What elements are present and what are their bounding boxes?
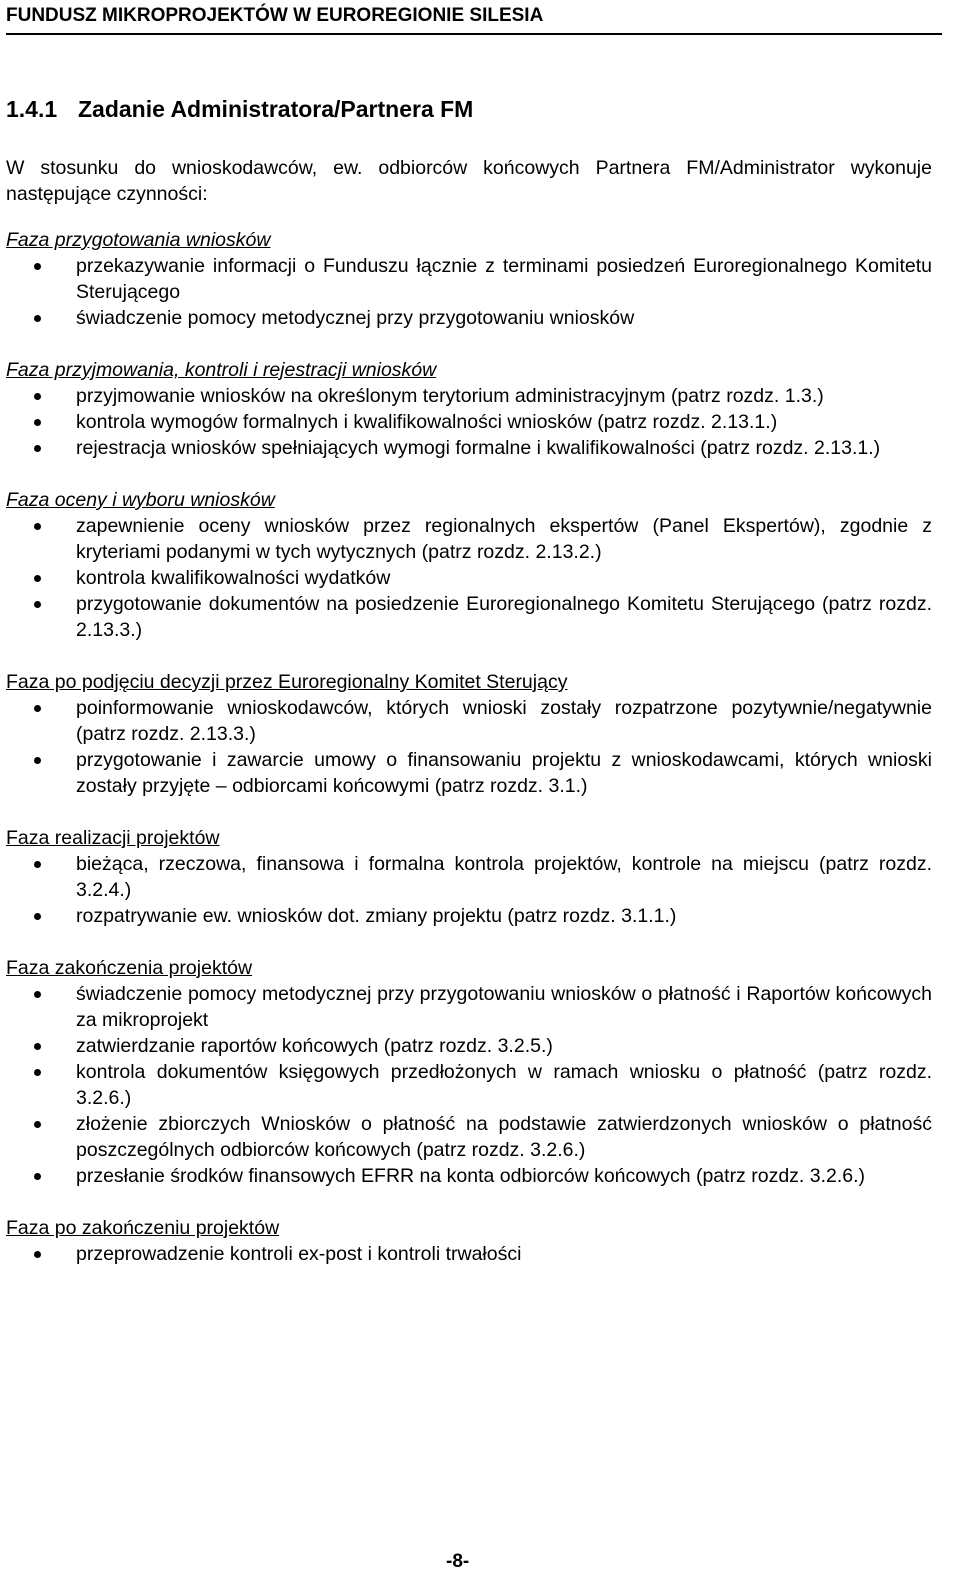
list-item	[6, 383, 932, 409]
list-item-text: przygotowanie dokumentów na posiedzenie Euroregionalnego Komitetu Sterującego (patrz rozdz. 2.13.3.)	[76, 593, 932, 641]
bullet-icon	[34, 913, 41, 920]
bullet-icon	[34, 393, 41, 400]
document-body	[6, 155, 932, 1267]
list-item	[6, 1111, 932, 1163]
bullet-icon	[34, 523, 41, 530]
phase-after-completion	[6, 1215, 932, 1267]
list-item-text: przyjmowanie wniosków na określonym terytorium administracyjnym (patrz rozdz. 1.3.)	[76, 385, 824, 407]
bullet-icon	[34, 445, 41, 452]
phase-preparation	[6, 227, 932, 331]
document-page	[6, 0, 944, 1593]
section-title: Zadanie Administratora/Partnera FM	[78, 96, 474, 122]
bullet-icon	[34, 601, 41, 608]
list-item	[6, 565, 932, 591]
phase-completion	[6, 955, 932, 1189]
list-item	[6, 747, 932, 799]
bullet-icon	[34, 757, 41, 764]
list-item	[6, 1163, 932, 1189]
phase-item-list	[6, 981, 932, 1189]
list-item-text: złożenie zbiorczych Wniosków o płatność na podstawie zatwierdzonych wniosków o płatność poszczególnych odbiorców końcowych (patrz rozdz. 3.2.6.)	[76, 1113, 932, 1161]
bullet-icon	[34, 861, 41, 868]
bullet-icon	[34, 1069, 41, 1076]
list-item-text: kontrola wymogów formalnych i kwalifikowalności wniosków (patrz rozdz. 2.13.1.)	[76, 411, 778, 433]
bullet-icon	[34, 315, 41, 322]
phase-title: Faza zakończenia projektów	[6, 957, 253, 979]
section-heading	[6, 95, 473, 123]
section-number: 1.4.1	[6, 96, 58, 122]
phase-title: Faza przyjmowania, kontroli i rejestracji wniosków	[6, 359, 437, 381]
phase-item-list	[6, 383, 932, 461]
phase-item-list	[6, 695, 932, 799]
list-item-text: zapewnienie oceny wniosków przez regionalnych ekspertów (Panel Ekspertów), zgodnie z kryteriami podanymi w tych wytycznych (patrz rozdz. 2.13.2.)	[76, 515, 932, 563]
bullet-icon	[34, 419, 41, 426]
phase-title: Faza realizacji projektów	[6, 827, 220, 849]
list-item	[6, 409, 932, 435]
list-item-text: rejestracja wniosków spełniających wymogi formalne i kwalifikowalności (patrz rozdz. 2.13.1.)	[76, 437, 881, 459]
list-item-text: rozpatrywanie ew. wniosków dot. zmiany projektu (patrz rozdz. 3.1.1.)	[76, 905, 677, 927]
list-item-text: przekazywanie informacji o Funduszu łącznie z terminami posiedzeń Euroregionalnego Komitetu Sterującego	[76, 255, 932, 303]
list-item-text: zatwierdzanie raportów końcowych (patrz rozdz. 3.2.5.)	[76, 1035, 553, 1057]
phase-item-list	[6, 513, 932, 643]
intro-paragraph: W stosunku do wnioskodawców, ew. odbiorców końcowych Partnera FM/Administrator wykonuje następujące czynności:	[6, 157, 932, 205]
page-number: -8-	[446, 1551, 470, 1572]
phase-item-list	[6, 851, 932, 929]
phase-title: Faza oceny i wyboru wniosków	[6, 489, 275, 511]
list-item	[6, 435, 932, 461]
phase-item-list	[6, 1241, 932, 1267]
phase-title: Faza po zakończeniu projektów	[6, 1217, 280, 1239]
phase-title: Faza przygotowania wniosków	[6, 229, 271, 251]
list-item	[6, 981, 932, 1033]
bullet-icon	[34, 705, 41, 712]
bullet-icon	[34, 1043, 41, 1050]
bullet-icon	[34, 263, 41, 270]
list-item	[6, 1033, 932, 1059]
bullet-icon	[34, 575, 41, 582]
list-item	[6, 591, 932, 643]
list-item	[6, 513, 932, 565]
bullet-icon	[34, 1251, 41, 1258]
list-item-text: świadczenie pomocy metodycznej przy przygotowaniu wniosków	[76, 307, 635, 329]
list-item-text: przygotowanie i zawarcie umowy o finansowaniu projektu z wnioskodawcami, których wnioski zostały przyjęte – odbiorcami końcowymi (patrz rozdz. 3.1.)	[76, 749, 932, 797]
list-item	[6, 695, 932, 747]
list-item-text: kontrola kwalifikowalności wydatków	[76, 567, 391, 589]
list-item-text: przesłanie środków finansowych EFRR na konta odbiorców końcowych (patrz rozdz. 3.2.6.)	[76, 1165, 866, 1187]
phase-item-list	[6, 253, 932, 331]
list-item	[6, 1059, 932, 1111]
list-item-text: świadczenie pomocy metodycznej przy przygotowaniu wniosków o płatność i Raportów końcowych za mikroprojekt	[76, 983, 932, 1031]
list-item	[6, 851, 932, 903]
list-item	[6, 903, 932, 929]
list-item	[6, 1241, 932, 1267]
list-item-text: bieżąca, rzeczowa, finansowa i formalna kontrola projektów, kontrole na miejscu (patrz rozdz. 3.2.4.)	[76, 853, 932, 901]
phase-implementation	[6, 825, 932, 929]
list-item-text: przeprowadzenie kontroli ex-post i kontroli trwałości	[76, 1243, 522, 1265]
bullet-icon	[34, 991, 41, 998]
phase-evaluation	[6, 487, 932, 643]
phase-title: Faza po podjęciu decyzji przez Euroregionalny Komitet Sterujący	[6, 671, 568, 693]
list-item	[6, 305, 932, 331]
phase-post-decision	[6, 669, 932, 799]
list-item-text: poinformowanie wnioskodawców, których wnioski zostały rozpatrzone pozytywnie/negatywnie (patrz rozdz. 2.13.3.)	[76, 697, 932, 745]
list-item-text: kontrola dokumentów księgowych przedłożonych w ramach wniosku o płatność (patrz rozdz. 3.2.6.)	[76, 1061, 932, 1109]
running-header: FUNDUSZ MIKROPROJEKTÓW W EUROREGIONIE SILESIA	[6, 4, 942, 35]
list-item	[6, 253, 932, 305]
bullet-icon	[34, 1121, 41, 1128]
bullet-icon	[34, 1173, 41, 1180]
phase-intake	[6, 357, 932, 461]
